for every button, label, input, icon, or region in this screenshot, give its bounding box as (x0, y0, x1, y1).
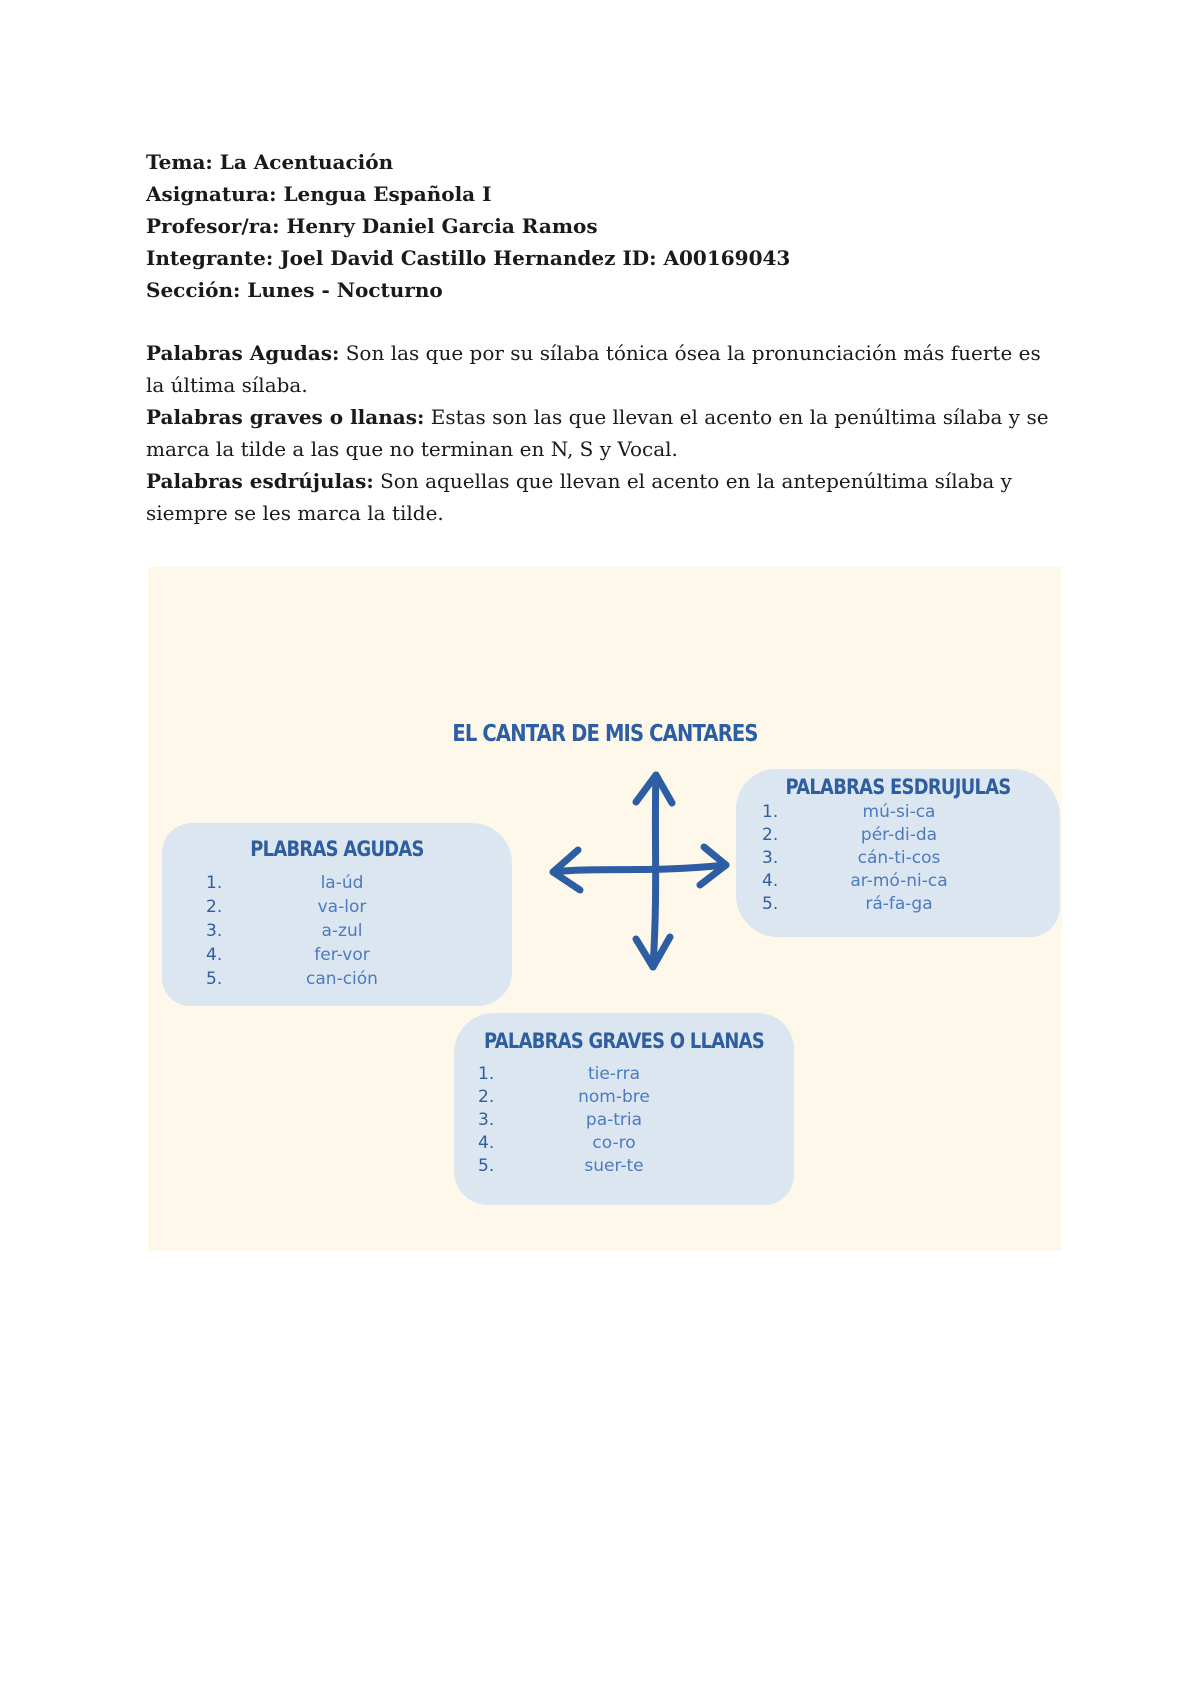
definition-esdrujulas (146, 465, 1062, 529)
card-title: PLABRAS AGUDAS (250, 837, 424, 861)
item-word: co-ro (592, 1133, 636, 1153)
list-item (478, 1063, 714, 1086)
list-item (762, 801, 1000, 824)
card-graves (454, 1013, 794, 1205)
infographic-title: EL CANTAR DE MIS CANTARES (452, 721, 758, 747)
definition-agudas (146, 337, 1062, 401)
item-word: cán-ti-cos (857, 848, 941, 868)
card-title: PALABRAS ESDRUJULAS (785, 775, 1011, 799)
item-number: 1. (478, 1064, 495, 1084)
item-word: suer-te (584, 1156, 644, 1176)
item-word: ar-mó-ni-ca (850, 871, 948, 891)
list-item (206, 871, 442, 895)
item-number: 3. (762, 848, 779, 868)
item-number: 5. (762, 894, 779, 914)
definition-text: Son las que por su sílaba tónica ósea la pronunciación más fuerte es la última sílaba. (146, 341, 1041, 397)
infographic (148, 567, 1062, 1251)
item-number: 3. (206, 921, 223, 941)
item-word: a-zul (321, 921, 363, 941)
list-item (762, 893, 1000, 916)
card-esdrujulas (736, 769, 1060, 937)
item-number: 2. (478, 1087, 495, 1107)
list-item (206, 919, 442, 943)
list-item (478, 1155, 714, 1178)
header-subject: Asignatura: Lengua Española I (146, 182, 492, 206)
list-item (206, 895, 442, 919)
header-student: Integrante: Joel David Castillo Hernandez ID: A00169043 (146, 246, 791, 270)
list-item (478, 1132, 714, 1155)
item-word: can-ción (306, 969, 378, 989)
definition-text: Son aquellas que llevan el acento en la antepenúltima sílaba y siempre se les marca la tilde. (146, 469, 1012, 525)
header-section: Sección: Lunes - Nocturno (146, 278, 443, 302)
list-item (762, 824, 1000, 847)
definition-text: Estas son las que llevan el acento en la penúltima sílaba y se marca la tilde a las que no terminan en N, S y Vocal. (146, 405, 1049, 461)
item-word: fer-vor (314, 945, 370, 965)
item-word: va-lor (317, 897, 367, 917)
header-teacher: Profesor/ra: Henry Daniel Garcia Ramos (146, 214, 598, 238)
item-word: la-úd (320, 873, 364, 893)
item-number: 1. (206, 873, 223, 893)
item-word: pér-di-da (860, 825, 938, 845)
item-number: 4. (478, 1133, 495, 1153)
item-number: 4. (206, 945, 223, 965)
list-item (762, 847, 1000, 870)
item-word: mú-si-ca (862, 802, 936, 822)
item-word: pa-tria (585, 1110, 643, 1130)
definitions (146, 337, 1062, 529)
item-number: 3. (478, 1110, 495, 1130)
definition-term: Palabras esdrújulas: (146, 469, 374, 493)
list-item (478, 1086, 714, 1109)
definition-graves (146, 401, 1062, 465)
definition-term: Palabras graves o llanas: (146, 405, 425, 429)
item-word: nom-bre (578, 1087, 650, 1107)
header-topic: Tema: La Acentuación (146, 150, 394, 174)
list-item (762, 870, 1000, 893)
item-number: 2. (206, 897, 223, 917)
document-header (146, 146, 790, 306)
list-item (206, 943, 442, 967)
item-number: 2. (762, 825, 779, 845)
card-title: PALABRAS GRAVES O LLANAS (483, 1029, 764, 1053)
definition-term: Palabras Agudas: (146, 341, 340, 365)
list-item (206, 967, 442, 991)
item-number: 1. (762, 802, 779, 822)
item-number: 5. (478, 1156, 495, 1176)
item-word: rá-fa-ga (865, 894, 933, 914)
item-word: tie-rra (587, 1064, 641, 1084)
item-number: 4. (762, 871, 779, 891)
card-agudas (162, 823, 512, 1006)
item-number: 5. (206, 969, 223, 989)
list-item (478, 1109, 714, 1132)
